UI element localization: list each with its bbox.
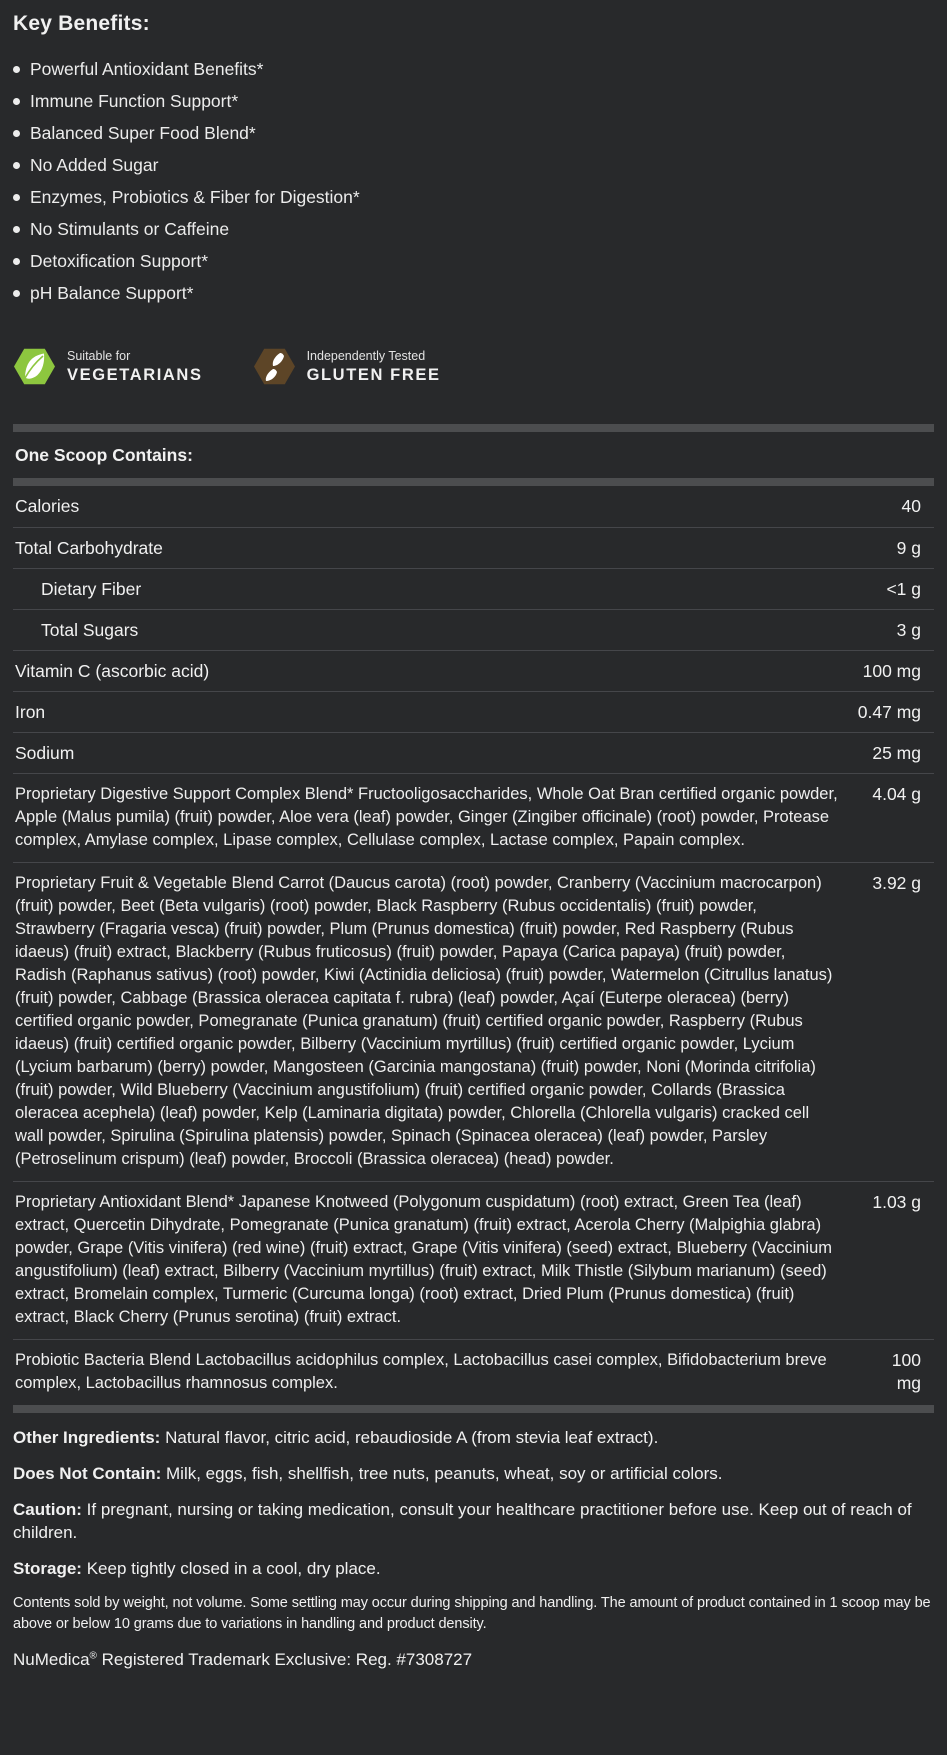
row-label: Vitamin C (ascorbic acid) (15, 660, 210, 681)
trademark-note (13, 1648, 934, 1671)
note-text: Keep tightly closed in a cool, dry place. (81, 1559, 381, 1578)
registered-mark-icon: ® (89, 1650, 97, 1662)
note-text: Natural flavor, citric acid, rebaudioside A (from stevia leaf extract). (160, 1428, 659, 1447)
key-benefit-label: Powerful Antioxidant Benefits* (30, 58, 264, 79)
gluten-free-badge-text (307, 349, 441, 385)
blend-description: Proprietary Antioxidant Blend* Japanese Knotweed (Polygonum cuspidatum) (root) extract, Green Tea (leaf) extract, Quercetin Dihydrate, Pomegranate (Punica granatum) (fruit) extract, Acerola Cherry (Malpighia glabra) powder, Grape (Vitis vinifera) (red wine) (fruit) extract, Grape (Vitis vinifera) (seed) extract, Blueberry (Vaccinium angustifolium) (leaf) extract, Bilberry (Vaccinium myrtillus) (fruit) extract, Milk Thistle (Silybum marianum) (seed) extract, Bromelain complex, Turmeric (Curcuma longa) (root) extract, Dried Plum (Prunus domestica) (fruit) extract, Black Cherry (Prunus serotina) (fruit) extract. (15, 1193, 833, 1326)
bullet-dot-icon (13, 162, 20, 169)
row-label: Total Sugars (41, 619, 139, 640)
bullet-dot-icon (13, 130, 20, 137)
key-benefit-label: Balanced Super Food Blend* (30, 122, 256, 143)
trademark-text: Registered Trademark Exclusive: Reg. #7308727 (96, 1650, 473, 1669)
note-label: Storage: (13, 1559, 82, 1578)
weight-disclaimer: Contents sold by weight, not volume. Some settling may occur during shipping and handling. The amount of product contained in 1 scoop may be above or below 10 grams due to variations in handling and product density. (13, 1595, 931, 1632)
note-text: If pregnant, nursing or taking medication, consult your healthcare practitioner before use. Keep out of reach of children. (13, 1500, 912, 1542)
bullet-dot-icon (13, 258, 20, 265)
leaf-icon (13, 345, 56, 388)
bullet-dot-icon (13, 194, 20, 201)
key-benefit-item (13, 277, 934, 309)
row-label: Calories (15, 496, 80, 516)
row-value: 0.47 mg (857, 701, 921, 722)
caution-note (13, 1498, 934, 1544)
badge-title: VEGETARIANS (67, 365, 203, 384)
does-not-contain-note (13, 1462, 934, 1485)
key-benefits-section (13, 10, 934, 309)
blend-description: Probiotic Bacteria Blend Lactobacillus acidophilus complex, Lactobacillus casei complex, Bifidobacterium breve complex, Lactobacillus rhamnosus complex. (15, 1351, 827, 1392)
row-label: Total Carbohydrate (15, 537, 163, 558)
divider-bar (13, 424, 934, 432)
blend-amount: 100 mg (891, 1350, 921, 1393)
blend-row-antioxidant (13, 1181, 934, 1339)
certification-badges (13, 345, 934, 388)
key-benefit-item (13, 149, 934, 181)
bullet-dot-icon (13, 290, 20, 297)
blend-amount: 4.04 g (872, 784, 921, 804)
table-row (13, 568, 934, 609)
table-row (13, 527, 934, 568)
row-value: 40 (901, 496, 921, 516)
other-ingredients-note (13, 1426, 934, 1449)
blend-row-probiotic (13, 1339, 934, 1405)
key-benefit-label: pH Balance Support* (30, 282, 194, 303)
vegetarian-badge (13, 345, 203, 388)
blend-description: Proprietary Digestive Support Complex Blend* Fructooligosaccharides, Whole Oat Bran certified organic powder, Apple (Malus pumila) (fruit) powder, Aloe vera (leaf) powder, Ginger (Zingiber officinale) (root) powder, Protease complex, Amylase complex, Lipase complex, Cellulase complex, Lactase complex, Papain complex. (15, 785, 838, 849)
row-value: 3 g (896, 619, 921, 640)
bullet-dot-icon (13, 66, 20, 73)
key-benefit-label: No Added Sugar (30, 154, 159, 175)
row-value: <1 g (886, 578, 921, 599)
table-row (13, 650, 934, 691)
gluten-free-badge (253, 345, 441, 388)
key-benefit-item (13, 181, 934, 213)
key-benefit-item (13, 117, 934, 149)
key-benefit-label: No Stimulants or Caffeine (30, 218, 230, 239)
note-label: Other Ingredients: (13, 1428, 161, 1447)
divider-bar (13, 1405, 934, 1413)
key-benefits-title: Key Benefits: (13, 12, 150, 35)
key-benefit-item (13, 245, 934, 277)
bullet-dot-icon (13, 226, 20, 233)
row-value: 25 mg (872, 742, 921, 763)
badge-caption: Suitable for (67, 348, 131, 363)
note-text: Milk, eggs, fish, shellfish, tree nuts, peanuts, wheat, soy or artificial colors. (161, 1464, 723, 1483)
wheat-icon (253, 345, 296, 388)
row-label: Iron (15, 701, 46, 722)
row-value: 100 mg (862, 660, 921, 681)
badge-caption: Independently Tested (306, 348, 426, 363)
table-row (13, 691, 934, 732)
note-label: Caution: (13, 1500, 82, 1519)
storage-note (13, 1557, 934, 1580)
key-benefit-item (13, 85, 934, 117)
blend-amount: 1.03 g (872, 1192, 921, 1212)
facts-header: One Scoop Contains: (15, 445, 193, 465)
row-label: Sodium (15, 742, 75, 763)
key-benefits-list (13, 53, 934, 309)
blend-amount: 3.92 g (872, 873, 921, 893)
divider-bar (13, 478, 934, 486)
table-row (13, 732, 934, 773)
key-benefit-item (13, 53, 934, 85)
bullet-dot-icon (13, 98, 20, 105)
table-row (13, 486, 934, 527)
blend-row-fruit-vegetable (13, 862, 934, 1181)
key-benefit-label: Enzymes, Probiotics & Fiber for Digestion* (30, 186, 360, 207)
key-benefit-item (13, 213, 934, 245)
blend-description: Proprietary Fruit & Vegetable Blend Carrot (Daucus carota) (root) powder, Cranberry (Vaccinium macrocarpon) (fruit) powder, Beet (Beta vulgaris) (root) powder, Black Raspberry (Rubus occidentalis) (fruit) powder, Strawberry (Fragaria vesca) (fruit) powder, Plum (Prunus domestica) (fruit) powder, Red Raspberry (Rubus idaeus) (fruit) extract, Blackberry (Rubus fruticosus) (fruit) powder, Papaya (Carica papaya) (fruit) powder, Radish (Raphanus sativus) (root) powder, Kiwi (Actinidia deliciosa) (fruit) powder, Watermelon (Citrullus lanatus) (fruit) powder, Cabbage (Brassica oleracea capitata f. rubra) (leaf) powder, Açaí (Euterpe oleracea) (berry) certified organic powder, Pomegranate (Punica granatum) (fruit) certified organic powder, Raspberry (Rubus idaeus) (fruit) certified organic powder, Bilberry (Vaccinium myrtillus) (fruit) certified organic powder, Lycium (Lycium barbarum) (berry) powder, Mangosteen (Garcinia mangostana) (fruit) powder, Noni (Morinda citrifolia) (fruit) powder, Wild Blueberry (Vaccinium angustifolium) (fruit) certified organic powder, Collards (Brassica oleracea acephela) (leaf) powder, Kelp (Laminaria digitata) powder, Chlorella (Chlorella vulgaris) cracked cell wall powder, Spirulina (Spirulina platensis) powder, Spinach (Spinacea oleracea) (leaf) powder, Parsley (Petroselinum crispum) (leaf) powder, Broccoli (Brassica oleracea) (head) powder. (15, 874, 833, 1168)
supplement-facts-table (13, 424, 934, 1413)
row-value: 9 g (896, 537, 921, 558)
row-label: Dietary Fiber (41, 578, 142, 599)
key-benefit-label: Immune Function Support* (30, 90, 239, 111)
table-row (13, 609, 934, 650)
blend-row-digestive (13, 773, 934, 862)
badge-title: GLUTEN FREE (306, 365, 441, 384)
note-label: Does Not Contain: (13, 1464, 162, 1483)
notes-section (13, 1426, 934, 1671)
vegetarian-badge-text (67, 349, 203, 385)
brand-name: NuMedica (13, 1650, 90, 1669)
key-benefit-label: Detoxification Support* (30, 250, 209, 271)
